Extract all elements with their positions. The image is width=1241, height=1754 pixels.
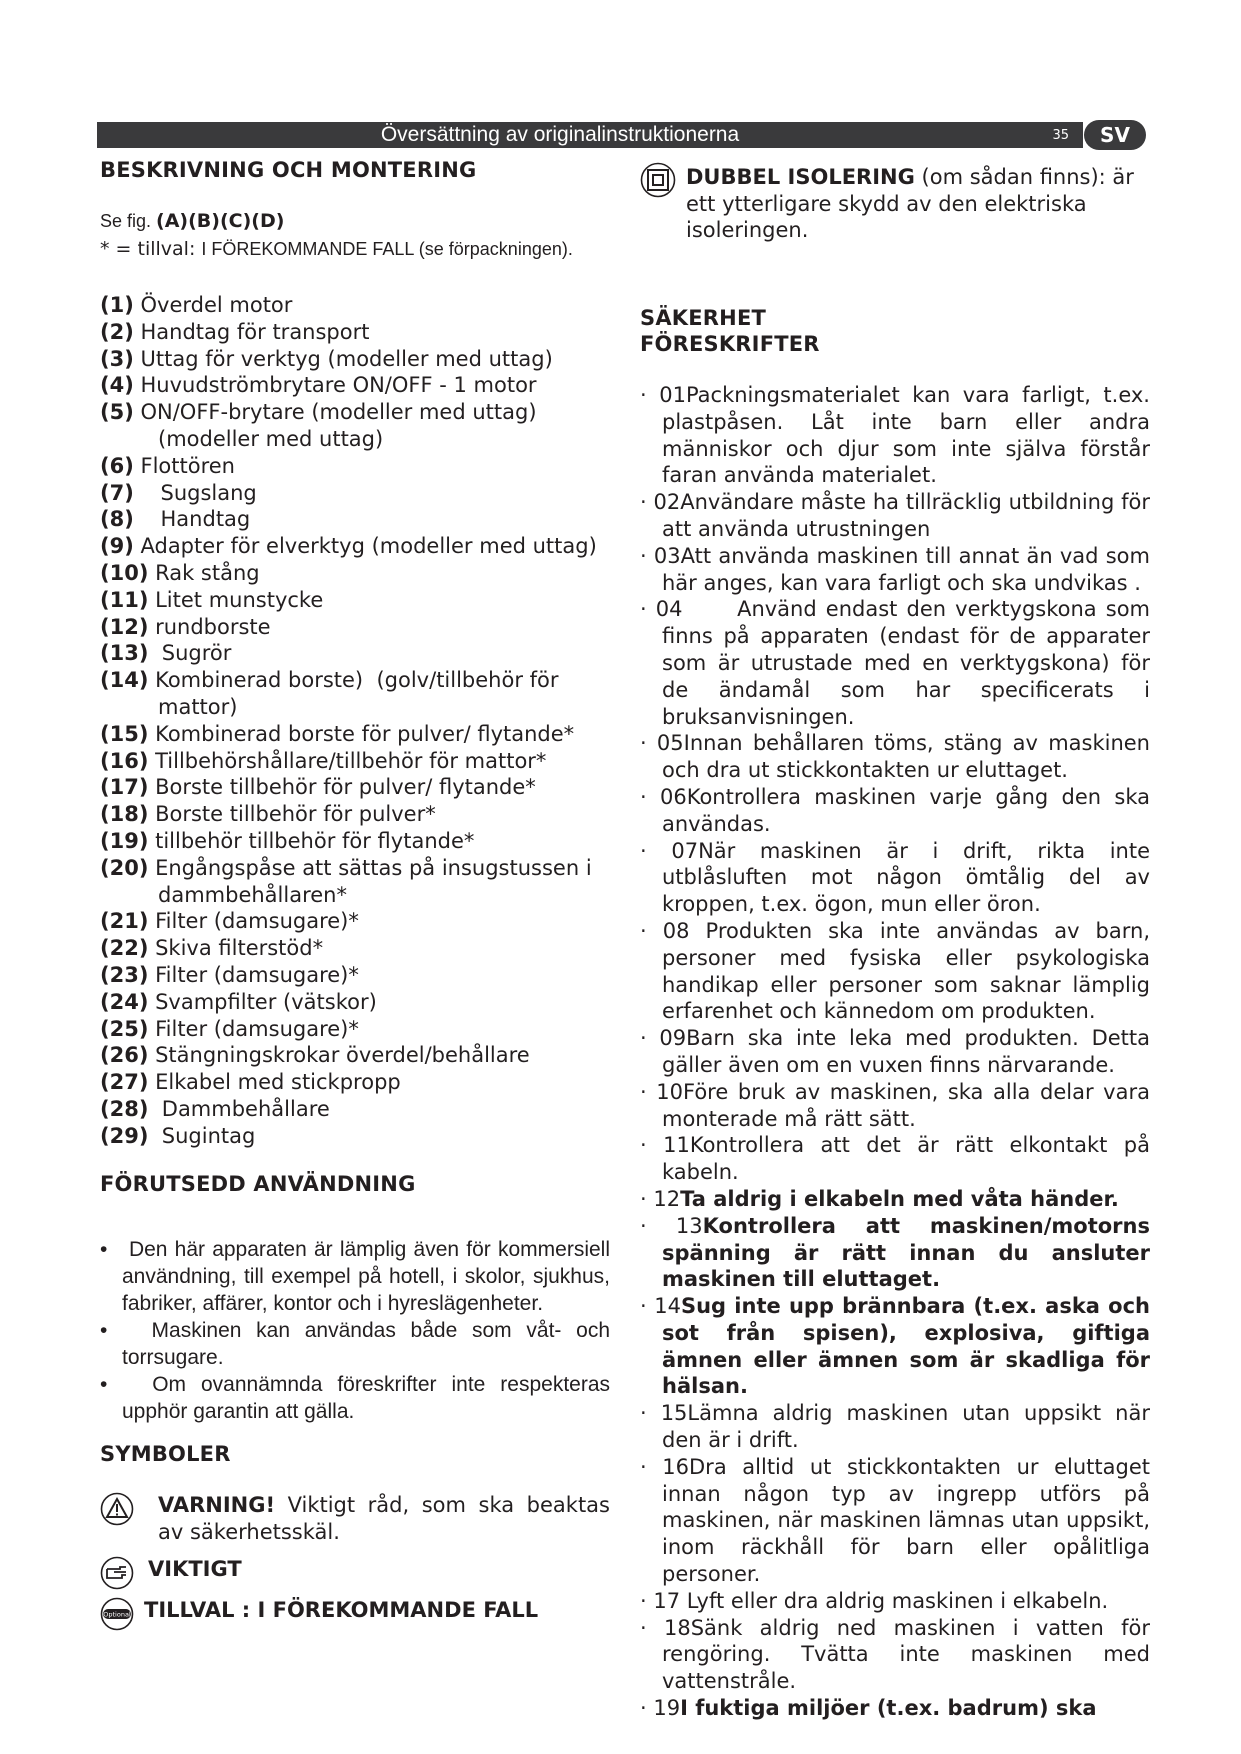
safety-heading-2: FÖRESKRIFTER (640, 332, 820, 356)
rule-text: Kontrollera att det är rätt elkontakt på kabeln. (662, 1133, 1157, 1185)
part-label: Stängningskrokar överdel/behållare (148, 1043, 530, 1068)
part-label: Engångspåse att sättas på insugstussen i dammbehållaren* (148, 855, 599, 907)
bullet-dot: • (100, 1238, 129, 1261)
usage-text: Maskinen kan användas både som våt- och torrsugare. (122, 1319, 610, 1369)
part-item (100, 480, 612, 507)
part-number: (17) (100, 775, 149, 800)
rule-number: 11 (663, 1133, 690, 1158)
part-item (100, 1042, 612, 1069)
rule-dot: · (640, 1213, 676, 1238)
rule-dot: · (640, 918, 663, 943)
part-label: Flottören (133, 453, 235, 478)
usage-list (100, 1236, 610, 1425)
optional-icon-text: Optional (103, 1610, 131, 1619)
rule-text: Att använda maskinen till annat än vad som här anges, kan vara farligt och ska undvikas . (662, 543, 1157, 595)
part-number: (6) (100, 453, 134, 478)
part-item (100, 560, 612, 587)
fig-prefix: Se fig. (100, 211, 157, 231)
part-label: Huvudströmbrytare ON/OFF - 1 motor (133, 373, 537, 398)
warning-label: VARNING! (158, 1493, 276, 1517)
rule-text: I fuktiga miljöer (t.ex. badrum) ska (680, 1696, 1097, 1721)
part-number: (27) (100, 1070, 149, 1095)
rule-text: Dra alltid ut stickkontakten ur eluttaget innan någon typ av ingrepp utförs på maskinen, när maskinen lämnas utan uppsikt, inom räckhåll för barn eller opålitliga personer. (662, 1454, 1157, 1587)
safety-rule (640, 918, 1157, 1025)
rule-text: Användare måste ha tillräcklig utbildning för att använda utrustningen (662, 490, 1157, 541)
rule-number: 18 (663, 1615, 691, 1640)
optional-note (100, 236, 573, 262)
rule-text: Kontrollera att maskinen/motorns spänning är rätt innan du ansluter maskinen till eluttaget. (662, 1213, 1158, 1292)
part-item (100, 989, 612, 1016)
part-number: (21) (100, 909, 149, 934)
part-item (100, 855, 612, 909)
rule-dot: · (640, 1133, 664, 1158)
rule-dot: · (640, 1588, 654, 1613)
pointing-hand-icon (100, 1556, 134, 1590)
part-label: Svampfilter (vätskor) (148, 989, 377, 1014)
rule-number: 06 (660, 784, 687, 809)
part-number: (10) (100, 560, 149, 585)
part-number: (8) (100, 507, 134, 532)
rule-number: 03 (653, 543, 681, 568)
safety-rule (640, 596, 1157, 730)
rule-number: 16 (662, 1454, 690, 1479)
figure-reference (100, 208, 284, 234)
part-item (100, 587, 612, 614)
part-item (100, 721, 612, 748)
rule-number: 04 (655, 597, 683, 622)
part-item (100, 506, 612, 533)
part-label: Handtag för transport (133, 319, 370, 344)
part-number: (16) (100, 748, 149, 773)
part-number: (29) (100, 1123, 149, 1148)
parts-list (100, 292, 612, 1150)
part-item (100, 292, 612, 319)
part-label: Skiva filterstöd* (148, 936, 324, 961)
part-number: (19) (100, 828, 149, 853)
part-label: Uttag för verktyg (modeller med uttag) (133, 346, 553, 371)
safety-rule (640, 1615, 1157, 1695)
rule-number: 14 (654, 1294, 681, 1319)
optional-symbol-row (100, 1597, 538, 1624)
safety-rule (640, 1454, 1157, 1588)
part-item (100, 748, 612, 775)
safety-rule (640, 1400, 1157, 1454)
rule-text: Produkten ska inte användas av barn, personer med fysiska eller psykologiska handikap eller personer som saknar lämplig erfarenhet och kännedom om produkten. (662, 918, 1157, 1024)
rule-text: Lämna aldrig maskinen utan uppsikt när den är i drift. (662, 1401, 1157, 1453)
part-item (100, 640, 612, 667)
rule-dot: · (640, 383, 660, 407)
rule-dot: · (640, 1079, 657, 1104)
rule-text: Före bruk av maskinen, ska alla delar vara monterade må rätt sätt. (662, 1079, 1157, 1131)
rule-text: När maskinen är i drift, rikta inte utblåsluften mot någon ömtålig del av kroppen, t.ex. ögon, mun eller öron. (662, 838, 1157, 917)
rule-text: Sug inte upp brännbara (t.ex. aska och sot från spisen), explosiva, giftiga ämnen eller ämnen som är skadliga för hälsan. (662, 1294, 1158, 1399)
rule-dot: · (640, 1026, 660, 1051)
optional-icon (100, 1597, 134, 1631)
rule-dot: · (640, 490, 654, 515)
rule-text: Barn ska inte leka med produkten. Detta gäller även om en vuxen finns närvarande. (662, 1026, 1157, 1077)
part-label: Adapter för elverktyg (modeller med uttag) (133, 534, 597, 559)
part-item (100, 399, 612, 453)
rule-number: 12 (653, 1186, 681, 1211)
part-item (100, 962, 612, 989)
part-label: Sugrör (148, 641, 232, 666)
safety-rule (640, 1213, 1158, 1293)
usage-bullet (100, 1236, 610, 1317)
part-label: Borste tillbehör för pulver* (148, 802, 436, 827)
rule-dot: · (640, 597, 656, 622)
part-label: tillbehör tillbehör för flytande* (148, 828, 475, 853)
warning-text-block (158, 1492, 610, 1546)
part-label: Kombinerad borste) (golv/tillbehör för mattor) (148, 668, 566, 719)
part-label: Borste tillbehör för pulver/ flytande* (148, 775, 536, 800)
part-number: (15) (100, 721, 149, 746)
part-number: (12) (100, 614, 149, 639)
warning-symbol-row (100, 1492, 610, 1546)
part-number: (1) (100, 293, 134, 317)
safety-rule (640, 1132, 1157, 1186)
rule-number: 13 (675, 1213, 703, 1238)
important-label: VIKTIGT (148, 1557, 242, 1581)
safety-rule (640, 1186, 1150, 1213)
part-item (100, 774, 612, 801)
rule-text: Packningsmaterialet kan vara farligt, t.ex. plastpåsen. Låt inte barn eller andra människor och djur som inte själva förstår faran använda materialet. (662, 383, 1157, 488)
part-item (100, 1016, 612, 1043)
part-label: Rak stång (148, 560, 260, 585)
important-symbol-row (100, 1556, 242, 1583)
rule-dot: · (640, 543, 654, 568)
rule-text: Sänk aldrig ned maskinen i vatten för rengöring. Tvätta inte maskinen med vattenstråle. (662, 1615, 1157, 1694)
safety-rule (640, 1695, 1150, 1722)
part-number: (2) (100, 319, 134, 344)
part-item (100, 1096, 612, 1123)
part-label: Filter (damsugare)* (148, 1016, 359, 1041)
rule-number: 15 (660, 1401, 688, 1426)
safety-rule (640, 784, 1157, 838)
usage-bullet (100, 1371, 610, 1425)
part-item (100, 346, 612, 373)
part-number: (20) (100, 855, 149, 880)
part-item (100, 828, 612, 855)
warning-icon (100, 1492, 134, 1526)
rule-number: 10 (656, 1079, 683, 1104)
header-title: Översättning av originalinstruktionerna (380, 123, 740, 146)
safety-heading-1: SÄKERHET (640, 306, 767, 330)
symbols-heading: SYMBOLER (100, 1442, 231, 1466)
part-number: (14) (100, 668, 149, 693)
part-number: (24) (100, 989, 149, 1014)
safety-rule (640, 543, 1157, 597)
part-label: Filter (damsugare)* (148, 909, 359, 934)
header-bar (97, 122, 1083, 148)
rule-text: Använd endast den verktygskona som finns på apparaten (endast för de apparater som är utrustade med en verktygskona) för de ändamål som har specificerats i bruksanvisningen. (662, 597, 1157, 729)
safety-rule (640, 1025, 1157, 1079)
part-item (100, 319, 612, 346)
rule-text: Lyft eller dra aldrig maskinen i elkabeln. (680, 1588, 1109, 1613)
part-item (100, 935, 612, 962)
safety-rule (640, 1079, 1157, 1133)
part-label: ON/OFF-brytare (modeller med uttag) (modeller med uttag) (133, 400, 544, 451)
rule-number: 09 (659, 1026, 687, 1051)
part-number: (25) (100, 1016, 149, 1041)
part-label: Tillbehörshållare/tillbehör för mattor* (148, 748, 547, 773)
rule-number: 19 (653, 1696, 681, 1721)
rule-text: Kontrollera maskinen varje gång den ska användas. (662, 784, 1157, 836)
safety-rule (640, 730, 1157, 784)
bullet-dot: • (100, 1319, 152, 1342)
part-number: (13) (100, 641, 149, 666)
rule-number: 01 (659, 383, 686, 407)
safety-rules-list (640, 382, 1158, 1722)
rule-number: 17 (653, 1588, 681, 1613)
rule-number: 02 (653, 490, 681, 515)
bullet-dot: • (100, 1373, 153, 1396)
part-number: (22) (100, 936, 149, 961)
double-text: (om sådan finns): är ett ytterligare skydd av den elektriska isoleringen. (686, 165, 1134, 243)
part-label: Sugintag (148, 1123, 256, 1148)
optional-prefix: * = tillval: (100, 238, 202, 260)
part-item (100, 908, 612, 935)
rule-number: 07 (671, 838, 699, 863)
language-badge: SV (1084, 120, 1146, 150)
part-item (100, 1069, 612, 1096)
part-label: Överdel motor (133, 293, 293, 317)
safety-rule (640, 489, 1157, 543)
description-heading: BESKRIVNING OCH MONTERING (100, 158, 477, 182)
rule-dot: · (640, 1294, 655, 1319)
double-insulation-text (640, 164, 1150, 244)
usage-bullet (100, 1317, 610, 1371)
rule-dot: · (640, 1454, 663, 1479)
usage-text: Om ovannämnda föreskrifter inte respekteras upphör garantin att gälla. (122, 1373, 611, 1423)
part-number: (3) (100, 346, 134, 371)
part-number: (18) (100, 802, 149, 827)
part-item (100, 1123, 612, 1150)
part-label: Sugslang (133, 480, 257, 505)
rule-text: Innan behållaren töms, stäng av maskinen och dra ut stickkontakten ur eluttaget. (662, 731, 1157, 783)
part-label: Elkabel med stickpropp (148, 1070, 401, 1095)
part-label: Litet munstycke (148, 587, 324, 612)
part-item (100, 801, 612, 828)
part-number: (28) (100, 1096, 149, 1121)
rule-dot: · (640, 784, 660, 809)
part-item (100, 453, 612, 480)
rule-number: 08 (662, 918, 690, 943)
part-number: (4) (100, 373, 134, 398)
part-label: Kombinerad borste för pulver/ flytande* (148, 721, 575, 746)
safety-rule (640, 838, 1157, 918)
rule-text: Ta aldrig i elkabeln med våta händer. (680, 1186, 1119, 1211)
rule-dot: · (640, 1615, 664, 1640)
rule-dot: · (640, 1696, 654, 1721)
part-number: (7) (100, 480, 134, 505)
rule-dot: · (640, 1401, 661, 1426)
rule-dot: · (640, 1186, 654, 1211)
part-item (100, 614, 612, 641)
part-number: (11) (100, 587, 149, 612)
rule-dot: · (640, 838, 672, 863)
part-label: Handtag (133, 507, 251, 532)
safety-rule (640, 382, 1157, 489)
usage-text: Den här apparaten är lämplig även för kommersiell användning, till exempel på hotell, i skolor, sjukhus, fabriker, affärer, kontor och i hyreslägenheter. (122, 1238, 610, 1315)
double-label: DUBBEL ISOLERING (686, 165, 915, 189)
optional-text: I FÖREKOMMANDE FALL (se förpackningen). (201, 239, 573, 259)
page-number: 35 (1052, 128, 1069, 143)
part-number: (23) (100, 962, 149, 987)
part-item (100, 533, 612, 560)
part-item (100, 667, 612, 721)
rule-number: 05 (656, 731, 684, 756)
optional-label: TILLVAL : I FÖREKOMMANDE FALL (144, 1598, 539, 1622)
usage-heading: FÖRUTSEDD ANVÄNDNING (100, 1172, 416, 1196)
warning-text: Viktigt råd, som ska beaktas av säkerhetsskäl. (158, 1493, 610, 1544)
part-label: Dammbehållare (148, 1096, 330, 1121)
part-number: (5) (100, 400, 134, 425)
fig-refs: (A)(B)(C)(D) (156, 210, 285, 232)
safety-rule (640, 1293, 1158, 1400)
part-number: (9) (100, 534, 134, 559)
rule-dot: · (640, 731, 657, 756)
part-label: rundborste (148, 614, 271, 639)
part-number: (26) (100, 1043, 149, 1068)
safety-rule (640, 1588, 1150, 1615)
part-item (100, 372, 612, 399)
part-label: Filter (damsugare)* (148, 962, 359, 987)
